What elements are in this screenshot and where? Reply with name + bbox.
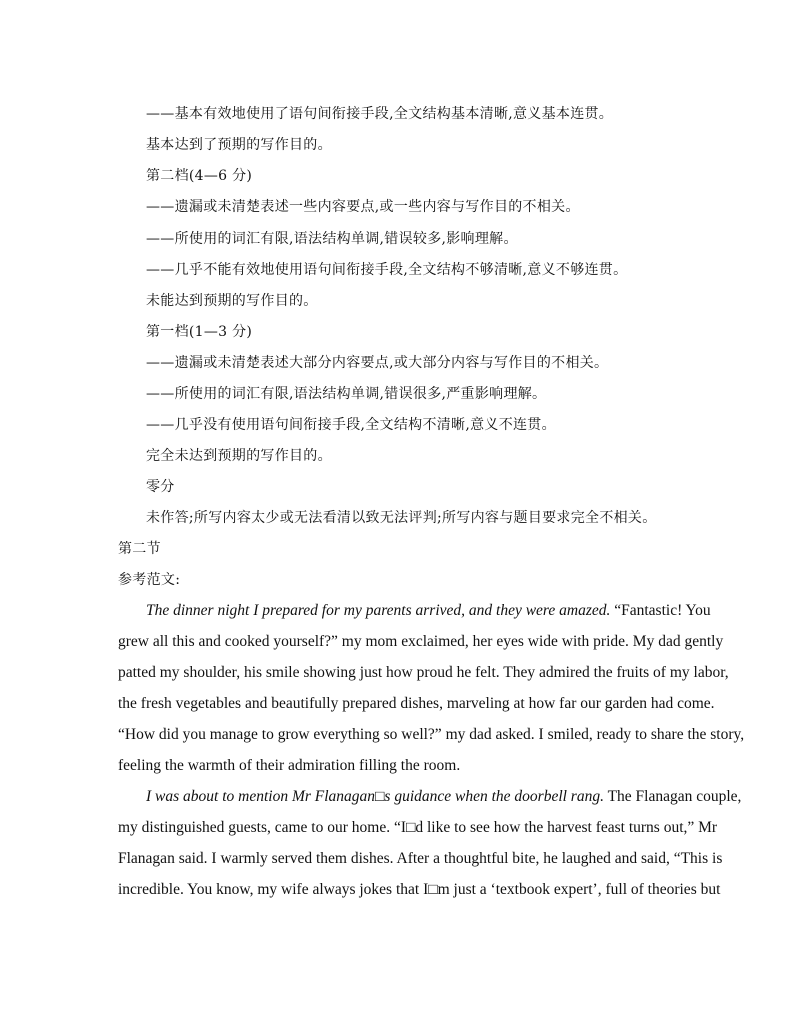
rubric-line: ——基本有效地使用了语句间衔接手段,全文结构基本清晰,意义基本连贯。 <box>146 106 614 122</box>
essay-line: “How did you manage to grow everything so well?” my dad asked. I smiled, ready to share the story, <box>118 726 745 743</box>
rubric-line: ——几乎没有使用语句间衔接手段,全文结构不清晰,意义不连贯。 <box>146 417 556 433</box>
essay-line: incredible. You know, my wife always jokes that I□m just a ‘textbook expert’, full of theories but <box>118 881 721 898</box>
rubric-line: ——遗漏或未清楚表述大部分内容要点,或大部分内容与写作目的不相关。 <box>146 355 609 371</box>
essay-line <box>146 787 741 807</box>
essay-line: Flanagan said. I warmly served them dishes. After a thoughtful bite, he laughed and said, “This is <box>118 850 723 867</box>
essay-line <box>146 601 711 621</box>
section-title: 第二节 <box>118 541 161 557</box>
essay-text: “Fantastic! You <box>610 602 711 619</box>
rubric-line: 完全未达到预期的写作目的。 <box>146 448 332 464</box>
rubric-line: ——所使用的词汇有限,语法结构单调,错误很多,严重影响理解。 <box>146 386 547 402</box>
essay-line: my distinguished guests, came to our home. “I□d like to see how the harvest feast turns out,” Mr <box>118 819 718 836</box>
essay-line: patted my shoulder, his smile showing just how proud he felt. They admired the fruits of my labor, <box>118 664 729 681</box>
rubric-line: 基本达到了预期的写作目的。 <box>146 137 332 153</box>
rubric-grade-heading: 第一档(1—3 分) <box>146 324 253 340</box>
rubric-line: 未作答;所写内容太少或无法看清以致无法评判;所写内容与题目要求完全不相关。 <box>146 510 657 526</box>
essay-line: grew all this and cooked yourself?” my mom exclaimed, her eyes wide with pride. My dad gently <box>118 633 724 650</box>
essay-line: feeling the warmth of their admiration filling the room. <box>118 757 461 774</box>
rubric-line: ——几乎不能有效地使用语句间衔接手段,全文结构不够清晰,意义不够连贯。 <box>146 262 628 278</box>
rubric-line: ——所使用的词汇有限,语法结构单调,错误较多,影响理解。 <box>146 231 518 247</box>
section-label: 参考范文: <box>118 572 181 588</box>
rubric-line: 未能达到预期的写作目的。 <box>146 293 318 309</box>
rubric-line: ——遗漏或未清楚表述一些内容要点,或一些内容与写作目的不相关。 <box>146 199 580 215</box>
rubric-grade-heading: 第二档(4—6 分) <box>146 168 253 184</box>
essay-line: the fresh vegetables and beautifully prepared dishes, marveling at how far our garden had come. <box>118 695 715 712</box>
essay-text: The Flanagan couple, <box>603 788 742 805</box>
rubric-grade-heading: 零分 <box>146 479 175 495</box>
essay-lead-sentence: I was about to mention Mr Flanagan□s guidance when the doorbell rang. <box>146 788 604 805</box>
essay-lead-sentence: The dinner night I prepared for my parents arrived, and they were amazed. <box>146 602 611 619</box>
